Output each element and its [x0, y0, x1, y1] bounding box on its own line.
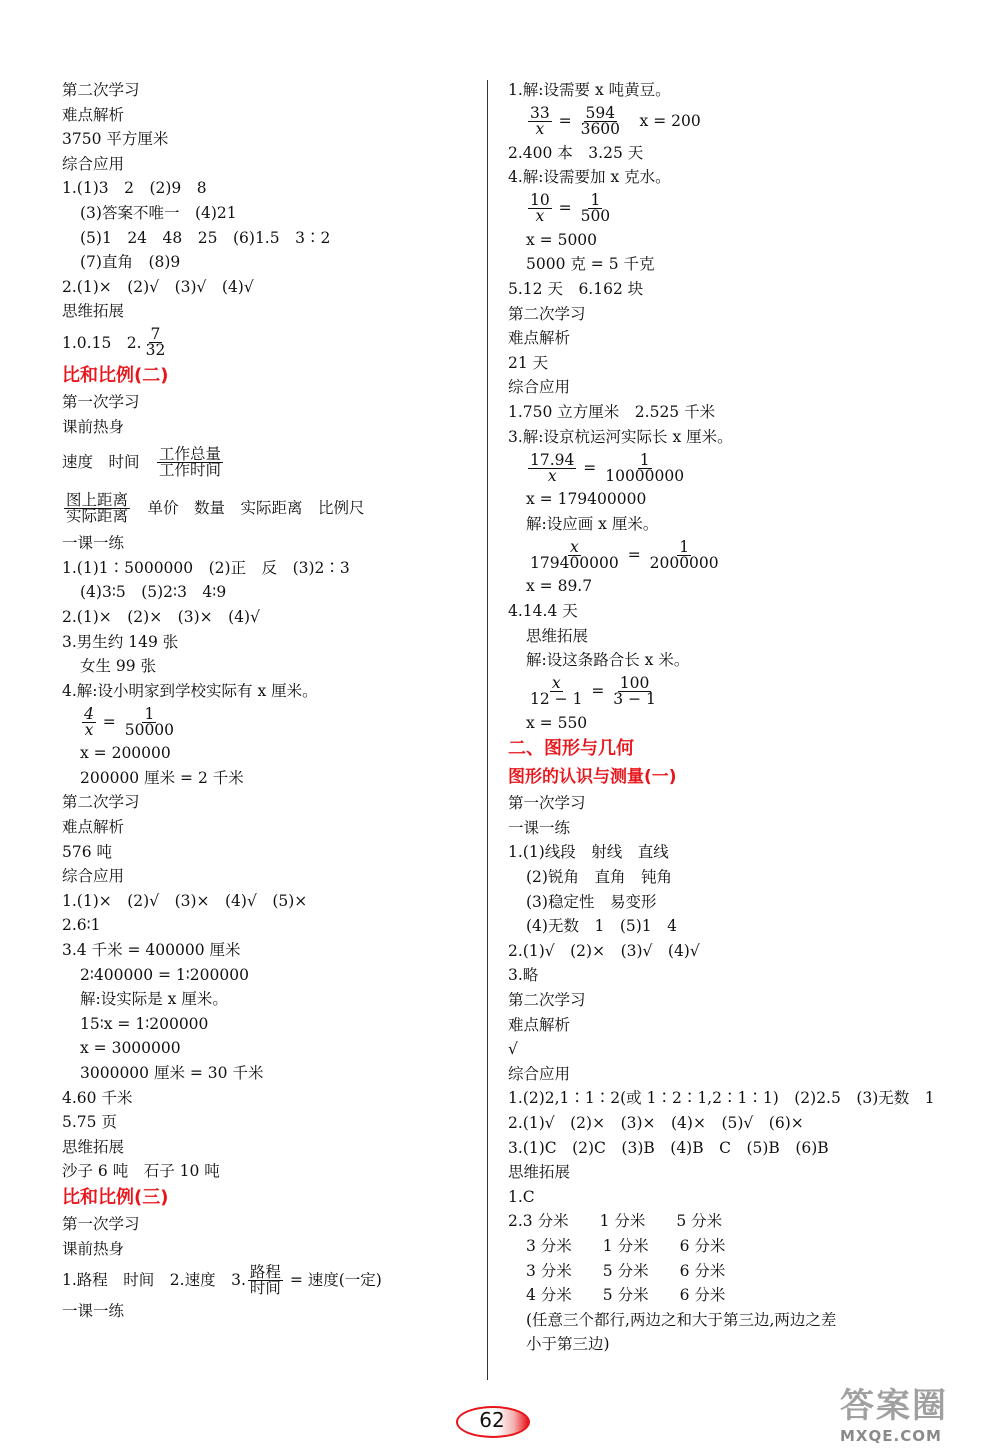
section-label: 综合应用: [62, 154, 125, 173]
section-label: 第二次学习: [62, 81, 140, 99]
right-column: [508, 78, 938, 1357]
equals-sign: =: [553, 199, 577, 218]
answer-line: 5.12 天 6.162 块: [508, 279, 644, 298]
section-label: 第一次学习: [62, 392, 140, 411]
answer-line: 沙子 6 吨 石子 10 吨: [62, 1162, 220, 1181]
denominator: 10000000: [605, 466, 685, 485]
part-heading: 二、图形与几何: [508, 738, 634, 760]
answer-line: x = 89.7: [526, 577, 593, 596]
section-label: 思维拓展: [526, 626, 589, 645]
answer-line: 1.C: [508, 1187, 535, 1206]
answer-line: 576 吨: [62, 842, 113, 861]
answer-line: 1.解:设需要 x 吨黄豆。: [508, 81, 671, 99]
fraction: [157, 444, 223, 479]
fraction: [579, 106, 622, 137]
answer-line: (4)无数 1 (5)1 4: [526, 917, 677, 936]
section-label: 课前热身: [62, 1239, 125, 1258]
fraction: [64, 490, 130, 525]
denominator: 12 − 1: [530, 690, 583, 709]
answer-line: 3.(1)C (2)C (3)B (4)B C (5)B (6)B: [508, 1138, 829, 1157]
answer-line: (3)稳定性 易变形: [526, 892, 657, 911]
answer-line: 4.解:设需要加 x 克水。: [508, 168, 671, 187]
answer-text: = 速度(一定): [284, 1270, 382, 1289]
answer-line: 3000000 厘米 = 30 千米: [80, 1064, 264, 1082]
fraction: [144, 327, 168, 358]
numerator: 工作总量: [159, 444, 222, 463]
answer-line: 1.(1)× (2)√ (3)× (4)√ (5)×: [62, 891, 308, 910]
answer-line: 4.解:设小明家到学校实际有 x 厘米。: [62, 681, 318, 700]
chapter-heading: 图形的认识与测量(一): [508, 767, 677, 788]
equation-line: [508, 536, 938, 574]
denominator: 179400000: [530, 553, 619, 572]
fraction: [579, 193, 613, 224]
page-number: [452, 1402, 532, 1438]
section-label: 思维拓展: [62, 1137, 125, 1156]
answer-line: 解:设应画 x 厘米。: [526, 514, 659, 533]
answer-line: 3.略: [508, 966, 539, 985]
section-label: 课前热身: [62, 417, 125, 436]
section-label: 综合应用: [62, 867, 125, 886]
answer-line: 1.(1)线段 射线 直线: [508, 843, 669, 862]
numerator: 100: [619, 674, 650, 693]
denominator: 时间: [249, 1278, 281, 1297]
answer-line: 5.75 页: [62, 1113, 117, 1132]
section-label: 难点解析: [508, 1015, 571, 1034]
equals-sign: =: [586, 682, 610, 701]
answer-line: 21 天: [508, 353, 549, 372]
numerator: 1: [679, 537, 690, 556]
chapter-heading: 比和比例(二): [62, 364, 169, 386]
section-label: 一课一练: [62, 534, 125, 553]
answer-line: x = 550: [526, 713, 588, 732]
equation-line: [508, 673, 938, 711]
answer-line: 小于第三边): [526, 1335, 610, 1354]
fraction: [528, 537, 621, 572]
section-label: 第二次学习: [508, 304, 586, 323]
equals-sign: =: [622, 546, 646, 565]
answer-line: 2.400 本 3.25 天: [508, 143, 644, 162]
fraction: [528, 193, 552, 224]
page-number-text: 62: [479, 1408, 505, 1432]
answer-line: (7)直角 (8)9: [80, 253, 181, 272]
equals-sign: =: [553, 112, 577, 131]
section-label: 综合应用: [508, 378, 571, 397]
answer-line: 2.(1)√ (2)× (3)√ (4)√: [508, 941, 700, 960]
answer-line: 4.14.4 天: [508, 601, 578, 620]
equation-line: [508, 190, 938, 228]
numerator: 594: [585, 104, 616, 123]
section-label: 第一次学习: [62, 1214, 140, 1233]
answer-line: 解:设这条路合长 x 米。: [526, 651, 690, 670]
section-label: 难点解析: [62, 105, 125, 124]
numerator: 图上距离: [66, 490, 129, 509]
fraction: [528, 676, 584, 707]
answer-line-fraction: [62, 485, 462, 531]
answer-line: 3750 平方厘米: [62, 130, 169, 149]
answer-line-fraction: [62, 1261, 462, 1299]
answer-line: 1.750 立方厘米 2.525 千米: [508, 402, 716, 421]
denominator: 500: [580, 207, 611, 226]
section-label: 思维拓展: [508, 1163, 571, 1182]
denominator: 32: [145, 341, 166, 360]
denominator: x: [535, 207, 545, 226]
answer-line: x = 200000: [80, 744, 171, 763]
answer-line: 2.3 分米 1 分米 5 分米: [508, 1212, 723, 1231]
answer-line: 1.(1)1∶5000000 (2)正 反 (3)2∶3: [62, 558, 350, 577]
answer-line: 4.60 千米: [62, 1088, 133, 1107]
denominator: 2000000: [649, 553, 719, 572]
answer-line: 200000 厘米 = 2 千米: [80, 768, 244, 787]
answer-line: 3.4 千米 = 400000 厘米: [62, 941, 241, 960]
section-label: 第一次学习: [508, 794, 586, 813]
fraction: [528, 106, 552, 137]
numerator: 10: [530, 191, 550, 210]
answer-text: 1.路程 时间 2.速度 3.: [62, 1270, 246, 1289]
answer-text: 速度 时间: [62, 452, 156, 471]
section-label: 难点解析: [62, 818, 125, 837]
equation-line: [508, 103, 938, 141]
denominator: 实际距离: [66, 506, 129, 525]
denominator: 工作时间: [159, 460, 222, 479]
fraction: [82, 704, 96, 739]
answer-line: 3 分米 1 分米 6 分米: [526, 1236, 726, 1255]
fraction: [248, 1262, 283, 1297]
denominator: 3 − 1: [613, 690, 656, 709]
answer-line: 2.(1)× (2)× (3)× (4)√: [62, 607, 260, 626]
answer-line: 2.6∶1: [62, 916, 101, 935]
answer-line: 解:设实际是 x 厘米。: [80, 990, 228, 1009]
watermark-title: 答案圈: [840, 1386, 948, 1426]
denominator: x: [535, 120, 545, 139]
section-label: 思维拓展: [62, 302, 125, 321]
denominator: 50000: [124, 720, 175, 739]
denominator: 3600: [580, 120, 621, 139]
answer-line: 15∶x = 1∶200000: [80, 1014, 209, 1033]
numerator: 1: [590, 191, 601, 210]
section-label: 第二次学习: [508, 991, 586, 1010]
numerator: 1: [144, 704, 155, 723]
answer-line-fraction: [62, 439, 462, 485]
answer-line: x = 5000: [526, 230, 598, 249]
section-label: 综合应用: [508, 1064, 571, 1083]
answer-text: 单价 数量 实际距离 比例尺: [132, 498, 365, 517]
fraction: [528, 450, 576, 485]
section-label: 一课一练: [62, 1302, 125, 1321]
denominator: x: [84, 720, 94, 739]
answer-line: 4 分米 5 分米 6 分米: [526, 1286, 726, 1305]
fraction: [123, 704, 176, 739]
left-column: [62, 78, 462, 1324]
numerator: 7: [150, 325, 161, 344]
watermark-logo: [840, 1378, 990, 1448]
equation-line: [508, 449, 938, 487]
watermark-url: MXQE.COM: [840, 1427, 942, 1445]
equals-sign: =: [578, 458, 602, 477]
answer-line: 3.解:设京杭运河实际长 x 厘米。: [508, 427, 733, 446]
answer-line: 2.(1)× (2)√ (3)√ (4)√: [62, 277, 254, 296]
numerator: x: [570, 537, 579, 556]
section-label: 一课一练: [508, 818, 571, 837]
answer-line: (2)锐角 直角 钝角: [526, 868, 672, 887]
answer-line: (3)答案不唯一 (4)21: [80, 203, 237, 222]
answer-line: √: [508, 1040, 518, 1059]
fraction: [611, 676, 658, 707]
fraction: [648, 537, 721, 572]
section-label: 第二次学习: [62, 793, 140, 812]
numerator: 路程: [249, 1262, 281, 1281]
answer-line: 2∶400000 = 1∶200000: [80, 965, 249, 984]
answer-text: x = 200: [624, 112, 701, 131]
numerator: x: [551, 674, 561, 693]
answer-line: x = 179400000: [526, 490, 647, 509]
denominator: x: [547, 466, 557, 485]
answer-text: 1.0.15 2.: [62, 333, 142, 352]
numerator: 1: [639, 450, 650, 469]
answer-line: 3.男生约 149 张: [62, 632, 179, 651]
answer-line: (任意三个都行,两边之和大于第三边,两边之差: [526, 1310, 837, 1329]
answer-line: 2.(1)√ (2)× (3)× (4)× (5)√ (6)×: [508, 1114, 804, 1132]
numerator: 17.94: [530, 450, 575, 469]
fraction: [603, 450, 686, 485]
numerator: 4: [84, 704, 94, 723]
answer-line: x = 3000000: [80, 1039, 181, 1058]
numerator: 33: [530, 104, 550, 123]
column-divider: [487, 80, 488, 1380]
answer-line: 5000 克 = 5 千克: [526, 255, 655, 274]
equation-line: [62, 703, 462, 741]
answer-line: (5)1 24 48 25 (6)1.5 3∶2: [80, 228, 331, 247]
chapter-heading: 比和比例(三): [62, 1186, 169, 1208]
answer-line: (4)3∶5 (5)2∶3 4∶9: [80, 583, 227, 602]
answer-line-fraction: [62, 324, 462, 362]
answer-line: 1.(1)3 2 (2)9 8: [62, 179, 207, 198]
answer-line: 女生 99 张: [80, 657, 157, 676]
section-label: 难点解析: [508, 329, 571, 348]
answer-line: 1.(2)2,1∶1∶2(或 1∶2∶1,2∶1∶1) (2)2.5 (3)无数 1: [508, 1089, 935, 1108]
equals-sign: =: [97, 712, 121, 731]
answer-line: 3 分米 5 分米 6 分米: [526, 1261, 726, 1280]
